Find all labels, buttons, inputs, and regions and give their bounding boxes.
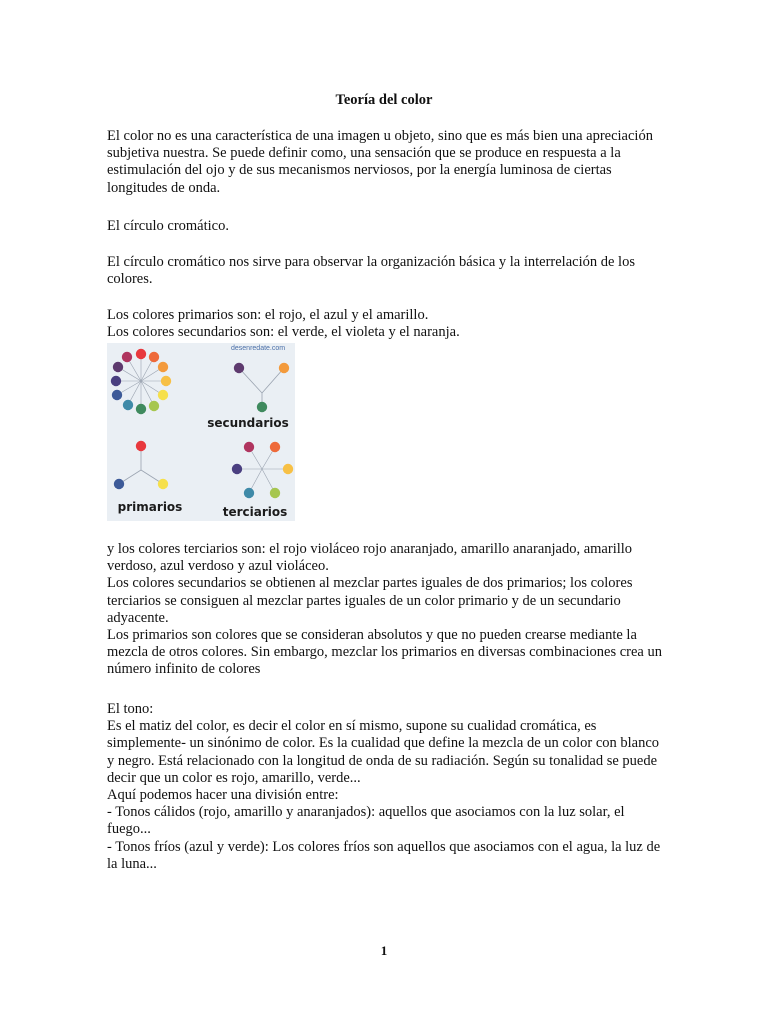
full-color-wheel [111, 349, 171, 414]
tertiary-yellow-green-dot [270, 488, 280, 498]
secondary-green-dot [257, 402, 267, 412]
primary-red-dot [136, 441, 146, 451]
intro-text: El color no es una característica de una imagen u objeto, sino que es más bien una apreciación subjetiva nuestra. Se puede definir como, una sensación que se produce en respuesta a la estimulación del ojo y de sus mecanismos nerviosos, por la energía luminosa de ciertas longitudes de onda. [107, 128, 653, 196]
color-wheel-figure [107, 343, 295, 521]
secondary-orange-dot [279, 363, 289, 373]
division-line: Aquí podemos hacer una división entre: [107, 787, 339, 804]
primary-label: primarios [117, 500, 183, 514]
tertiary-yellow-orange-dot [283, 464, 293, 474]
tone-heading: El tono: [107, 701, 154, 717]
wheel-red-violet-dot [122, 352, 132, 362]
circle-heading-block [107, 218, 663, 235]
page-number: 1 [380, 943, 388, 958]
primary-blue-dot [114, 479, 124, 489]
secondary-paragraph: Los colores secundarios se obtienen al mezclar partes iguales de dos primarios; los colores terciarios se consiguen al mezclar partes iguales de un color primario y de un secundario adyacente. [107, 575, 633, 626]
circle-heading: El círculo cromático. [107, 218, 229, 234]
primary-colors-line: Los colores primarios son: el rojo, el azul y el amarillo. [107, 307, 429, 323]
wheel-yellow-dot [158, 390, 168, 400]
wheel-blue-dot [112, 390, 122, 400]
wheel-blue-violet-dot [111, 376, 121, 386]
intro-paragraph [107, 128, 663, 197]
warm-tones-item: - Tonos cálidos (rojo, amarillo y anaranjados): aquellos que asociamos con la luz solar, el fuego... [107, 804, 625, 838]
primary-diagram [114, 441, 183, 514]
wheel-orange-dot [158, 362, 168, 372]
secondary-violet-dot [234, 363, 244, 373]
tertiary-diagram [223, 442, 293, 519]
wheel-red-dot [136, 349, 146, 359]
watermark-text: desenredate.com [231, 345, 286, 352]
secondary-colors-line: Los colores secundarios son: el verde, el violeta y el naranja. [107, 324, 460, 341]
explanation-block [107, 541, 663, 679]
tertiary-red-orange-dot [270, 442, 280, 452]
circle-paragraph [107, 254, 663, 288]
wheel-green-dot [136, 404, 146, 414]
secondary-label: secundarios [207, 416, 289, 430]
wheel-yellow-green-dot [149, 401, 159, 411]
secondary-diagram [207, 363, 289, 430]
tertiary-blue-violet-dot [232, 464, 242, 474]
color-lists [107, 307, 663, 341]
wheel-red-orange-dot [149, 352, 159, 362]
wheel-yellow-orange-dot [161, 376, 171, 386]
primary-yellow-dot [158, 479, 168, 489]
tertiary-red-violet-dot [244, 442, 254, 452]
tone-block [107, 701, 663, 873]
tertiary-blue-green-dot [244, 488, 254, 498]
tone-paragraph: Es el matiz del color, es decir el color en sí mismo, supone su cualidad cromática, es simplemente- un sinónimo de color. Es la cualidad que define la mezcla de un color con blanco y negro. Está relacionado con la longitud de onda de su radiación. Según su tonalidad se puede decir que un color es rojo, amarillo, verde... [107, 718, 660, 786]
primary-paragraph: Los primarios son colores que se consideran absolutos y que no pueden crearse mediante la mezcla de otros colores. Sin embargo, mezclar los primarios en diversas combinaciones crea un número infinito de colores [107, 627, 662, 678]
page-title: Teoría del color [335, 92, 433, 108]
circle-text: El círculo cromático nos sirve para observar la organización básica y la interrelación de los colores. [107, 254, 635, 288]
tertiary-paragraph: y los colores terciarios son: el rojo violáceo rojo anaranjado, amarillo anaranjado, amarillo verdoso, azul verdoso y azul violáceo. [107, 541, 633, 575]
cold-tones-item: - Tonos fríos (azul y verde): Los colores fríos son aquellos que asociamos con el agua, la luz de la luna... [107, 838, 661, 872]
wheel-violet-dot [113, 362, 123, 372]
tertiary-label: terciarios [222, 505, 288, 519]
color-wheel-graphic [107, 343, 295, 521]
wheel-blue-green-dot [123, 400, 133, 410]
